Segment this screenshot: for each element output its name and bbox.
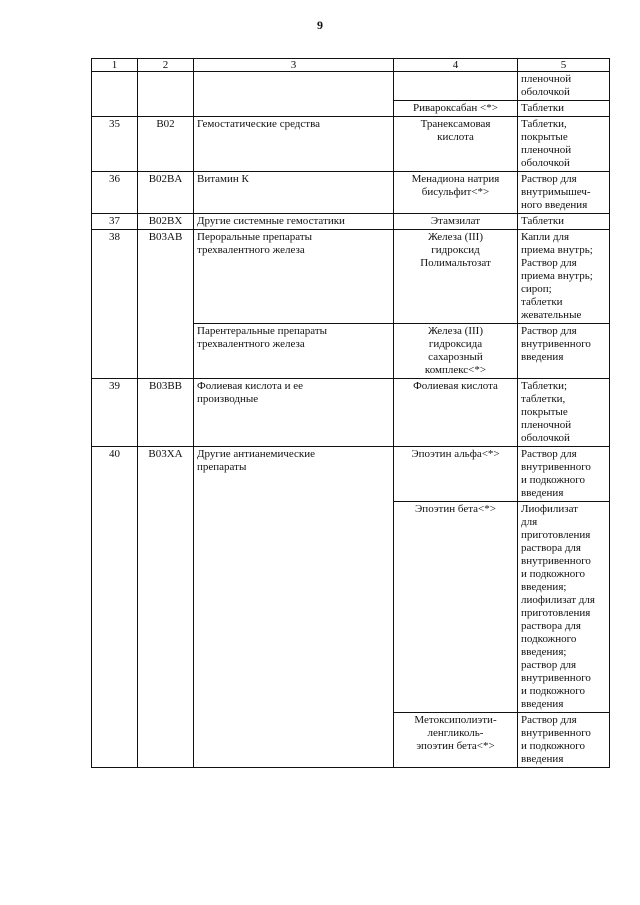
cell-drug: Эпоэтин бета<*> <box>394 502 518 713</box>
cell-drug: Железа (III) гидроксида сахарозный комплекс<*> <box>394 324 518 379</box>
cell-drug <box>394 72 518 101</box>
column-header: 1 <box>92 59 138 72</box>
cell-form: Раствор для внутримышеч- ного введения <box>518 172 610 214</box>
cell-drug: Фолиевая кислота <box>394 379 518 447</box>
cell-form: Раствор для внутривенного введения <box>518 324 610 379</box>
cell-group: Гемостатические средства <box>194 117 394 172</box>
table-row <box>92 230 610 324</box>
cell-code: B02BX <box>138 214 194 230</box>
column-header: 2 <box>138 59 194 72</box>
table-row <box>92 117 610 172</box>
cell-drug: Транексамовая кислота <box>394 117 518 172</box>
cell-drug: Менадиона натрия бисульфит<*> <box>394 172 518 214</box>
column-header: 3 <box>194 59 394 72</box>
cell-code: B03AB <box>138 230 194 379</box>
cell-code: B02 <box>138 117 194 172</box>
cell-group: Другие антианемические препараты <box>194 447 394 768</box>
column-header: 5 <box>518 59 610 72</box>
table-row <box>92 379 610 447</box>
cell-num: 37 <box>92 214 138 230</box>
cell-form: Раствор для внутривенного и подкожного введения <box>518 713 610 768</box>
table-row <box>92 447 610 502</box>
cell-code <box>138 72 194 117</box>
cell-code: B03BB <box>138 379 194 447</box>
cell-group: Другие системные гемостатики <box>194 214 394 230</box>
cell-form: пленочной оболочкой <box>518 72 610 101</box>
cell-form: Таблетки; таблетки, покрытые пленочной оболочкой <box>518 379 610 447</box>
cell-num: 35 <box>92 117 138 172</box>
cell-code: B03XA <box>138 447 194 768</box>
cell-num: 36 <box>92 172 138 214</box>
cell-drug: Железа (III) гидроксид Полимальтозат <box>394 230 518 324</box>
cell-group: Парентеральные препараты трехвалентного железа <box>194 324 394 379</box>
cell-num: 38 <box>92 230 138 379</box>
cell-group <box>194 72 394 117</box>
page-number: 9 <box>317 18 323 32</box>
table-row <box>92 214 610 230</box>
cell-num <box>92 72 138 117</box>
cell-drug: Метоксиполиэти- ленгликоль- эпоэтин бета<*> <box>394 713 518 768</box>
table-row <box>92 172 610 214</box>
table-header-row <box>92 59 610 72</box>
cell-form: Капли для приема внутрь; Раствор для приема внутрь; сироп; таблетки жевательные <box>518 230 610 324</box>
cell-form: Лиофилизат для приготовления раствора для внутривенного и подкожного введения; лиофилизат для приготовления раствора для подкожного введения; раствор для внутривенного и подкожного введения <box>518 502 610 713</box>
cell-group: Фолиевая кислота и ее производные <box>194 379 394 447</box>
cell-form: Таблетки, покрытые пленочной оболочкой <box>518 117 610 172</box>
cell-num: 40 <box>92 447 138 768</box>
cell-drug: Ривароксабан <*> <box>394 101 518 117</box>
cell-form: Таблетки <box>518 101 610 117</box>
table-row <box>92 72 610 101</box>
cell-drug: Этамзилат <box>394 214 518 230</box>
drug-table <box>91 58 610 768</box>
cell-num: 39 <box>92 379 138 447</box>
cell-group: Пероральные препараты трехвалентного железа <box>194 230 394 324</box>
cell-drug: Эпоэтин альфа<*> <box>394 447 518 502</box>
cell-group: Витамин К <box>194 172 394 214</box>
cell-code: B02BA <box>138 172 194 214</box>
column-header: 4 <box>394 59 518 72</box>
cell-form: Раствор для внутривенного и подкожного введения <box>518 447 610 502</box>
cell-form: Таблетки <box>518 214 610 230</box>
